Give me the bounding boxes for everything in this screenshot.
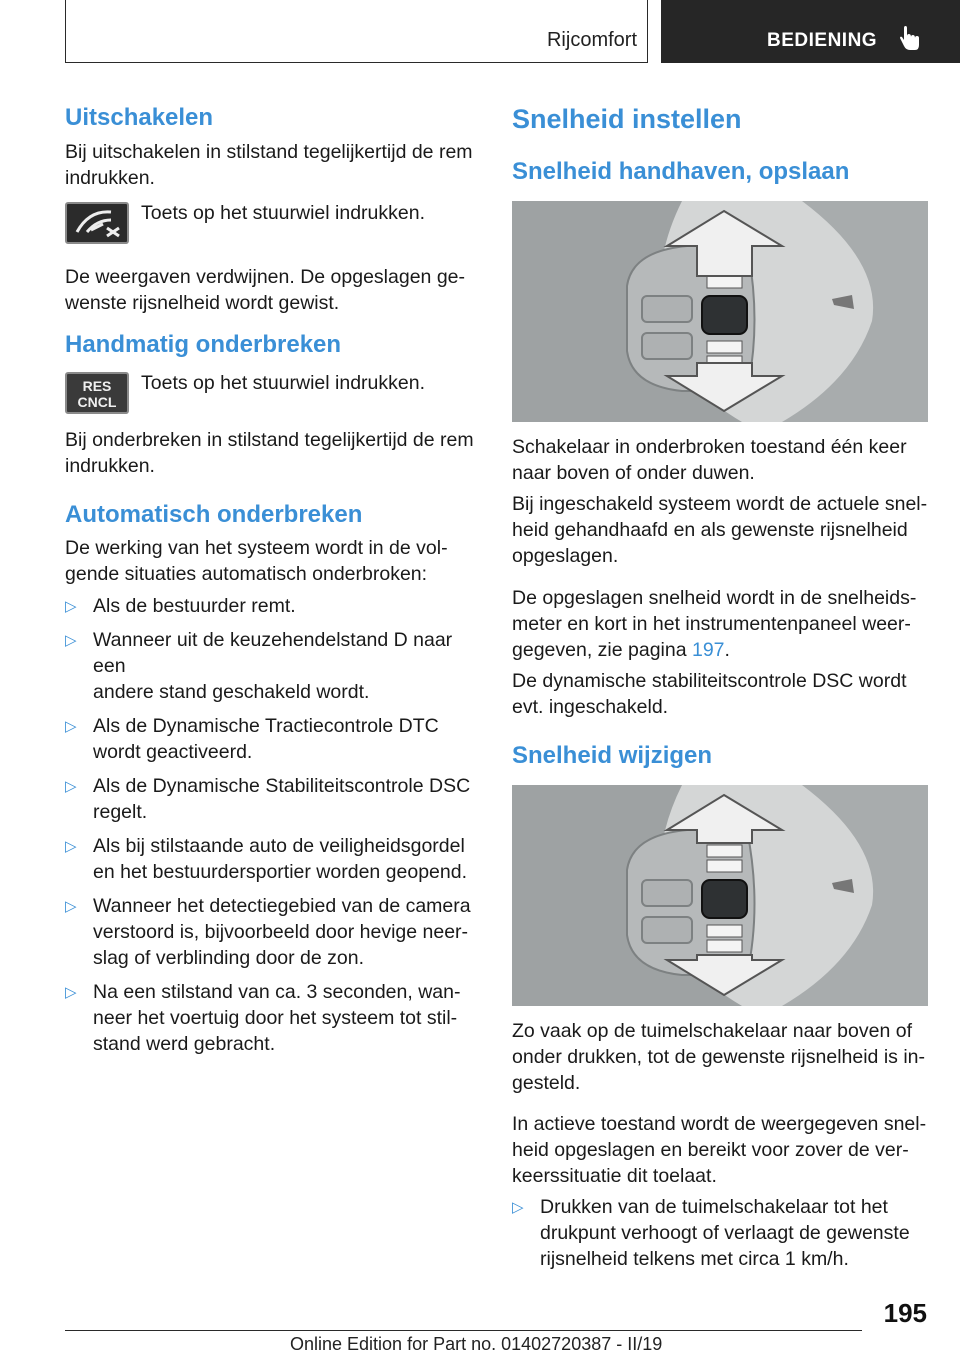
heading-snelheid-handhaven: Snelheid handhaven, opslaan [512,158,850,185]
page-link[interactable]: 197 [691,639,725,661]
text-line: Als bij stilstaande auto de veiligheidsgordel [93,835,465,857]
text-line: meter en kort in het instrumentenpaneel weer- [512,613,911,635]
paragraph [512,1111,932,1189]
triangle-bullet-icon: ▷ [65,838,77,855]
text-line: Als de Dynamische Stabiliteitscontrole DSC [93,775,471,797]
list-item [65,713,485,765]
triangle-bullet-icon: ▷ [65,632,77,649]
header-chapter-box [661,0,960,63]
text-line: De opgeslagen snelheid wordt in de snelheids- [512,587,917,609]
text-fragment: gegeven, zie pagina [512,639,692,661]
cruise-control-button-icon [65,202,129,244]
steering-wheel-rocker-illustration [512,201,928,422]
button-instruction: Toets op het stuurwiel indrukken. [141,202,425,224]
text-line: opgeslagen. [512,545,619,567]
text-line: heid gehandhaafd en als gewenste rijsnelheid [512,519,908,541]
footer-divider [65,1330,862,1331]
heading-snelheid-instellen: Snelheid instellen [512,104,742,134]
text-line: naar boven of onder duwen. [512,462,755,484]
text-line: wenste rijsnelheid wordt gewist. [65,292,340,314]
bullet-list [512,1194,932,1272]
paragraph [512,585,932,663]
page-number: 195 [883,1298,927,1328]
text-line: verstoord is, bijvoorbeeld door hevige neer- [93,921,469,943]
triangle-bullet-icon: ▷ [65,898,77,915]
text-line: Schakelaar in onderbroken toestand één keer [512,436,907,458]
text-line: Bij onderbreken in stilstand tegelijkertijd de rem [65,429,474,451]
list-item [65,593,485,619]
text-line: en het bestuurdersportier worden geopend. [93,861,468,883]
text-line: heid opgeslagen en bereikt voor zover de ver- [512,1139,909,1161]
text-line: stand werd gebracht. [93,1033,276,1055]
text-line: Na een stilstand van ca. 3 seconden, wan- [93,981,461,1003]
heading-uitschakelen: Uitschakelen [65,104,214,131]
list-item [65,833,485,885]
paragraph [65,264,475,316]
heading-snelheid-wijzigen: Snelheid wijzigen [512,742,713,769]
text-line: indrukken. [65,455,155,477]
paragraph [512,668,932,720]
text-line: neer het voertuig door het systeem tot stil- [93,1007,458,1029]
heading-automatisch-onderbreken: Automatisch onderbreken [65,501,363,528]
header-chapter-title: BEDIENING [767,30,878,51]
paragraph [512,1018,932,1096]
triangle-bullet-icon: ▷ [65,778,77,795]
text-fragment: . [724,639,730,661]
header-section-title: Rijcomfort [546,29,637,51]
text-line: drukpunt verhoogt of verlaagt de gewenste [540,1222,910,1244]
steering-wheel-rocker-illustration [512,785,928,1006]
triangle-bullet-icon: ▷ [65,984,77,1001]
footer-edition: Online Edition for Part no. 01402720387 - II/19 [290,1334,663,1354]
res-cncl-button-icon [65,372,129,414]
list-item [65,627,485,705]
triangle-bullet-icon: ▷ [65,718,77,735]
text-line: Bij ingeschakeld systeem wordt de actuele snel- [512,493,928,515]
text-line: Zo vaak op de tuimelschakelaar naar boven of [512,1020,912,1042]
text-line: gende situaties automatisch onderbroken: [65,563,428,585]
text-line: andere stand geschakeld wordt. [93,681,370,703]
paragraph [65,427,475,479]
header-section-box [65,0,648,63]
text-line: De dynamische stabiliteitscontrole DSC wordt [512,670,907,692]
text-line: Als de Dynamische Tractiecontrole DTC [93,715,439,737]
text-line: onder drukken, tot de gewenste rijsnelheid is in- [512,1046,925,1068]
list-item [512,1194,932,1272]
text-line: Wanneer uit de keuzehendelstand D naar een [93,629,453,677]
text-line: De werking van het systeem wordt in de vol- [65,537,448,559]
triangle-bullet-icon: ▷ [65,598,77,615]
text-line: wordt geactiveerd. [93,741,253,763]
text-line: De weergaven verdwijnen. De opgeslagen ge- [65,266,465,288]
hand-pointer-icon [899,26,921,52]
text-line: rijsnelheid telkens met circa 1 km/h. [540,1248,849,1270]
steering-wheel-image [512,785,928,1006]
triangle-bullet-icon: ▷ [512,1199,524,1216]
list-item [65,979,485,1057]
steering-wheel-image [512,201,928,422]
text-line: indrukken. [65,167,155,189]
text-line: regelt. [93,801,148,823]
list-item [65,893,485,971]
paragraph [512,434,932,486]
text-line: Drukken van de tuimelschakelaar tot het [540,1196,888,1218]
button-instruction: Toets op het stuurwiel indrukken. [141,372,425,394]
text-line: Als de bestuurder remt. [93,595,296,617]
text-line: Wanneer het detectiegebied van de camera [93,895,471,917]
paragraph [512,491,932,569]
text-line: gesteld. [512,1072,581,1094]
text-line: slag of verblinding door de zon. [93,947,365,969]
text-line [512,637,932,663]
cruise-control-icon [67,204,127,242]
bullet-list [65,593,485,1065]
paragraph [65,535,485,587]
text-line: evt. ingeschakeld. [512,696,669,718]
text-line: In actieve toestand wordt de weergegeven snel- [512,1113,927,1135]
heading-handmatig-onderbreken: Handmatig onderbreken [65,331,342,358]
res-cncl-icon-label: RES CNCL [77,378,117,410]
list-item [65,773,485,825]
paragraph [65,139,475,191]
text-line: keerssituatie dit toelaat. [512,1165,717,1187]
text-line: Bij uitschakelen in stilstand tegelijkertijd de rem [65,141,473,163]
